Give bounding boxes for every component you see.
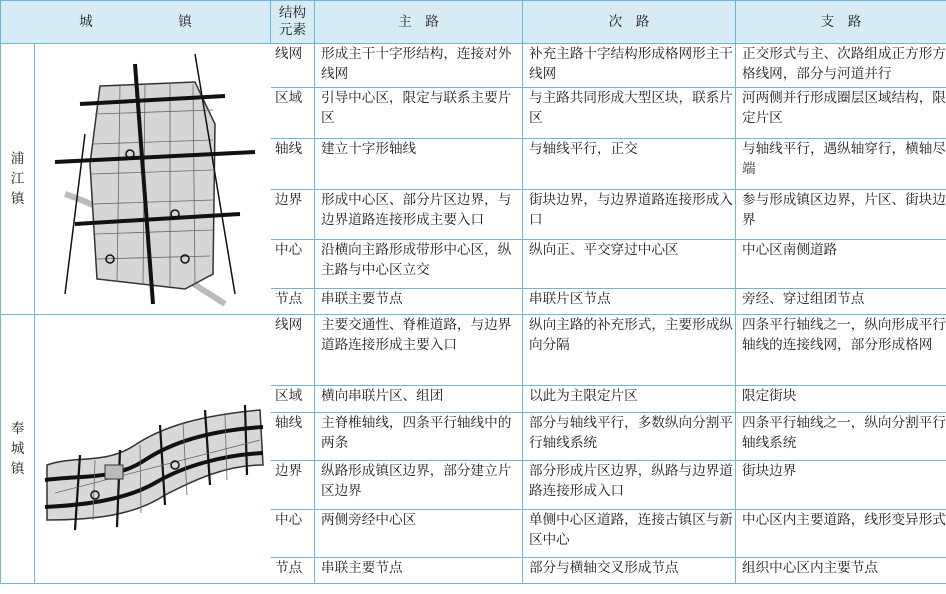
secondary-road-cell: 以此为主限定片区 [523, 386, 736, 412]
branch-road-cell: 组织中心区内主要节点 [736, 558, 946, 584]
element-label: 区域 [271, 386, 315, 412]
header-branch: 支 路 [736, 1, 946, 44]
secondary-road-cell: 部分形成片区边界，纵路与边界道路连接形成入口 [523, 460, 736, 509]
branch-road-cell: 限定街块 [736, 386, 946, 412]
secondary-road-cell: 与主路共同形成大型区块，联系片区 [523, 87, 736, 138]
branch-road-cell: 与轴线平行，遇纵轴穿行，横轴尽端 [736, 138, 946, 189]
element-label: 轴线 [271, 412, 315, 460]
header-town: 城 镇 [1, 1, 271, 44]
element-label: 节点 [271, 289, 315, 315]
branch-road-cell: 河两侧并行形成圈层区域结构，限定片区 [736, 87, 946, 138]
element-label: 轴线 [271, 138, 315, 189]
branch-road-cell: 中心区南侧道路 [736, 239, 946, 289]
secondary-road-cell: 与轴线平行，正交 [523, 138, 736, 189]
branch-road-cell: 参与形成镇区边界，片区、街块边界 [736, 189, 946, 239]
main-road-cell: 引导中心区，限定与联系主要片区 [315, 87, 523, 138]
header-element: 结构元素 [271, 1, 315, 44]
element-label: 边界 [271, 189, 315, 239]
secondary-road-cell: 纵向正、平交穿过中心区 [523, 239, 736, 289]
element-label: 区域 [271, 87, 315, 138]
main-road-cell: 形成中心区、部分片区边界，与边界道路连接形成主要入口 [315, 189, 523, 239]
branch-road-cell: 中心区内主要道路，线形变异形式 [736, 509, 946, 558]
main-road-cell: 沿横向主路形成带形中心区，纵主路与中心区立交 [315, 239, 523, 289]
secondary-road-cell: 部分与轴线平行，多数纵向分割平行轴线系统 [523, 412, 736, 460]
header-row [1, 1, 946, 44]
main-road-cell: 主要交通性、脊椎道路，与边界道路连接形成主要入口 [315, 315, 523, 386]
branch-road-cell: 正交形式与主、次路组成正方形方格线网，部分与河道并行 [736, 44, 946, 88]
secondary-road-cell: 部分与横轴交叉形成节点 [523, 558, 736, 584]
town-name-pujiang: 浦江镇 [1, 44, 35, 315]
element-label: 线网 [271, 44, 315, 88]
secondary-road-cell: 纵向主路的补充形式，主要形成纵向分隔 [523, 315, 736, 386]
element-label: 中心 [271, 509, 315, 558]
branch-road-cell: 旁经、穿过组团节点 [736, 289, 946, 315]
main-road-cell: 串联主要节点 [315, 558, 523, 584]
main-road-cell: 主脊椎轴线，四条平行轴线中的两条 [315, 412, 523, 460]
header-main: 主 路 [315, 1, 523, 44]
pujiang-map-image [35, 44, 271, 315]
branch-road-cell: 四条平行轴线之一，纵向形成平行轴线的连接线网，部分形成格网 [736, 315, 946, 386]
fengcheng-map-image [35, 315, 271, 584]
main-road-cell: 横向串联片区、组团 [315, 386, 523, 412]
element-label: 线网 [271, 315, 315, 386]
element-label: 节点 [271, 558, 315, 584]
main-road-cell: 形成主干十字形结构，连接对外线网 [315, 44, 523, 88]
town-name-fengcheng: 奉城镇 [1, 315, 35, 584]
fengcheng-road-map [35, 315, 271, 583]
header-secondary: 次 路 [523, 1, 736, 44]
table-row [1, 44, 946, 88]
secondary-road-cell: 串联片区节点 [523, 289, 736, 315]
secondary-road-cell: 街块边界，与边界道路连接形成入口 [523, 189, 736, 239]
main-road-cell: 建立十字形轴线 [315, 138, 523, 189]
table-row [1, 315, 946, 386]
pujiang-road-map [35, 44, 271, 314]
element-label: 中心 [271, 239, 315, 289]
main-road-cell: 纵路形成镇区边界，部分建立片区边界 [315, 460, 523, 509]
branch-road-cell: 四条平行轴线之一，纵向分割平行轴线系统 [736, 412, 946, 460]
element-label: 边界 [271, 460, 315, 509]
branch-road-cell: 街块边界 [736, 460, 946, 509]
secondary-road-cell: 单侧中心区道路，连接古镇区与新区中心 [523, 509, 736, 558]
main-road-cell: 两侧旁经中心区 [315, 509, 523, 558]
main-road-cell: 串联主要节点 [315, 289, 523, 315]
secondary-road-cell: 补充主路十字结构形成格网形主干线网 [523, 44, 736, 88]
